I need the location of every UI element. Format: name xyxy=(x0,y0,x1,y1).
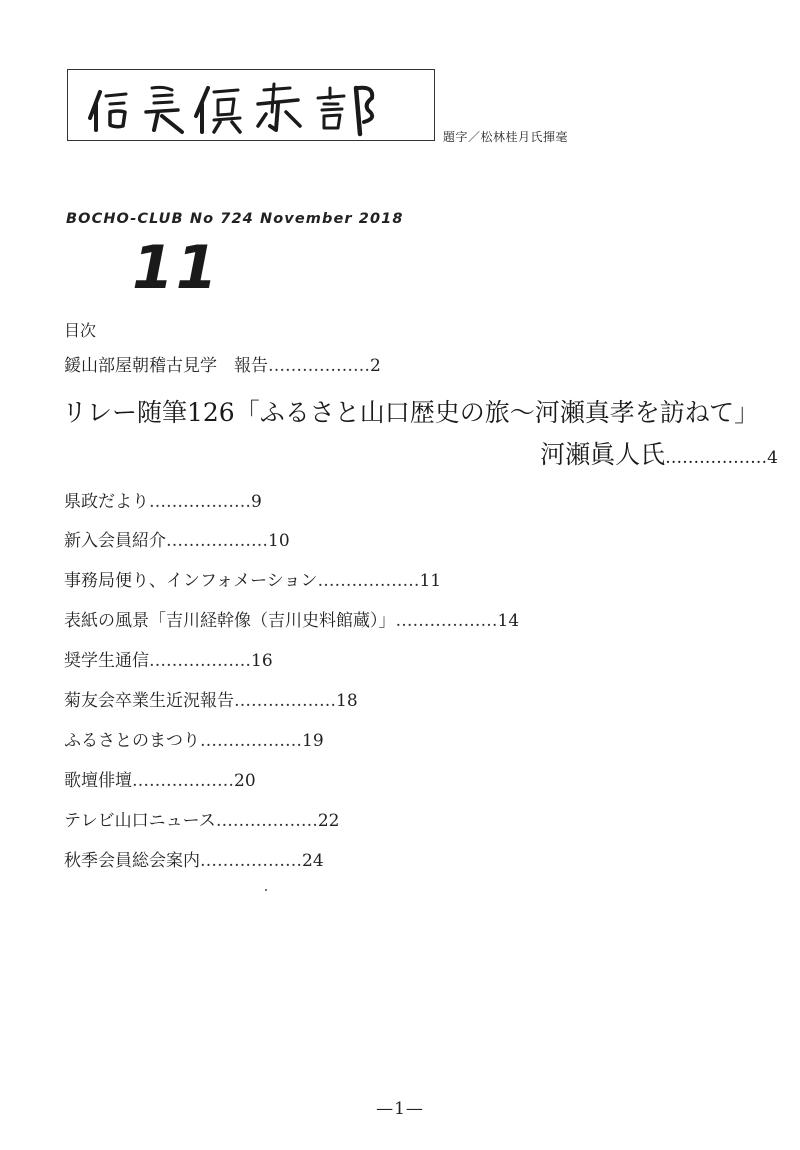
toc-page-number: 9 xyxy=(251,492,262,512)
toc-leader-dots: ……………… xyxy=(200,731,302,751)
toc-page-number: 4 xyxy=(767,448,778,468)
toc-entry-title: 事務局便り、インフォメーション xyxy=(64,571,318,591)
toc-entry-title: 表紙の風景「吉川経幹像（吉川史料館蔵）」 xyxy=(64,611,396,631)
toc-entry[interactable] xyxy=(64,806,339,831)
feature-essay-title[interactable]: リレー随筆126「ふるさと山口歴史の旅～河瀬真孝を訪ねて」 xyxy=(62,398,760,427)
toc-page-number: 22 xyxy=(317,811,340,831)
masthead-logo-box xyxy=(67,69,435,141)
toc-page-number: 11 xyxy=(419,571,442,591)
feature-author-name: 河瀬眞人氏 xyxy=(540,440,666,469)
issue-info: BOCHO-CLUB No 724 November 2018 xyxy=(66,211,404,227)
toc-page-number: 24 xyxy=(302,851,324,871)
toc-entry[interactable] xyxy=(64,566,441,591)
toc-leader-dots: ……………… xyxy=(200,851,302,871)
toc-leader-dots: ……………… xyxy=(395,611,498,631)
contents-heading: 目次 xyxy=(64,321,97,340)
toc-page-number: 2 xyxy=(370,356,381,376)
toc-page-number: 10 xyxy=(268,531,290,551)
feature-essay-byline xyxy=(540,435,778,471)
toc-leader-dots: ……………… xyxy=(665,448,768,468)
toc-entry[interactable] xyxy=(64,526,290,551)
toc-leader-dots: ……………… xyxy=(234,691,336,711)
stray-mark xyxy=(265,889,267,891)
toc-leader-dots: ……………… xyxy=(215,811,318,831)
toc-page-number: 16 xyxy=(251,651,273,671)
logo-credit: 題字／松林桂月氏揮毫 xyxy=(443,130,569,144)
toc-entry-title: 菊友会卒業生近況報告 xyxy=(64,691,234,711)
toc-page-number: 20 xyxy=(234,771,256,791)
toc-entry-title: 奨学生通信 xyxy=(64,651,149,671)
toc-entry-title: 秋季会員総会案内 xyxy=(64,851,200,871)
toc-entry[interactable] xyxy=(64,766,256,791)
toc-leader-dots: ……………… xyxy=(149,492,251,512)
toc-leader-dots: ……………… xyxy=(132,771,234,791)
toc-page-number: 18 xyxy=(336,691,358,711)
toc-entry-title: 鍰山部屋朝稽古見学 報告 xyxy=(64,356,268,376)
toc-entry-title: テレビ山口ニュース xyxy=(64,811,216,831)
page-number-footer: —1— xyxy=(376,1099,424,1119)
toc-entry[interactable] xyxy=(64,686,358,711)
calligraphy-logo xyxy=(68,70,434,140)
toc-leader-dots: ……………… xyxy=(268,356,370,376)
toc-leader-dots: ……………… xyxy=(149,651,251,671)
toc-entry-title: ふるさとのまつり xyxy=(64,731,200,751)
toc-page-number: 19 xyxy=(302,731,324,751)
toc-entry[interactable] xyxy=(64,351,381,376)
toc-entry[interactable] xyxy=(64,846,324,871)
issue-month-number: 11 xyxy=(132,233,220,303)
toc-entry[interactable] xyxy=(64,726,324,751)
toc-leader-dots: ……………… xyxy=(166,531,268,551)
toc-leader-dots: ……………… xyxy=(317,571,420,591)
toc-entry[interactable] xyxy=(64,606,519,631)
toc-entry[interactable] xyxy=(64,646,273,671)
toc-entry[interactable] xyxy=(64,487,262,512)
toc-entry-title: 新入会員紹介 xyxy=(64,531,166,551)
toc-page-number: 14 xyxy=(497,611,520,631)
toc-entry-title: 県政だより xyxy=(64,492,149,512)
toc-entry-title: 歌壇俳壇 xyxy=(64,771,132,791)
